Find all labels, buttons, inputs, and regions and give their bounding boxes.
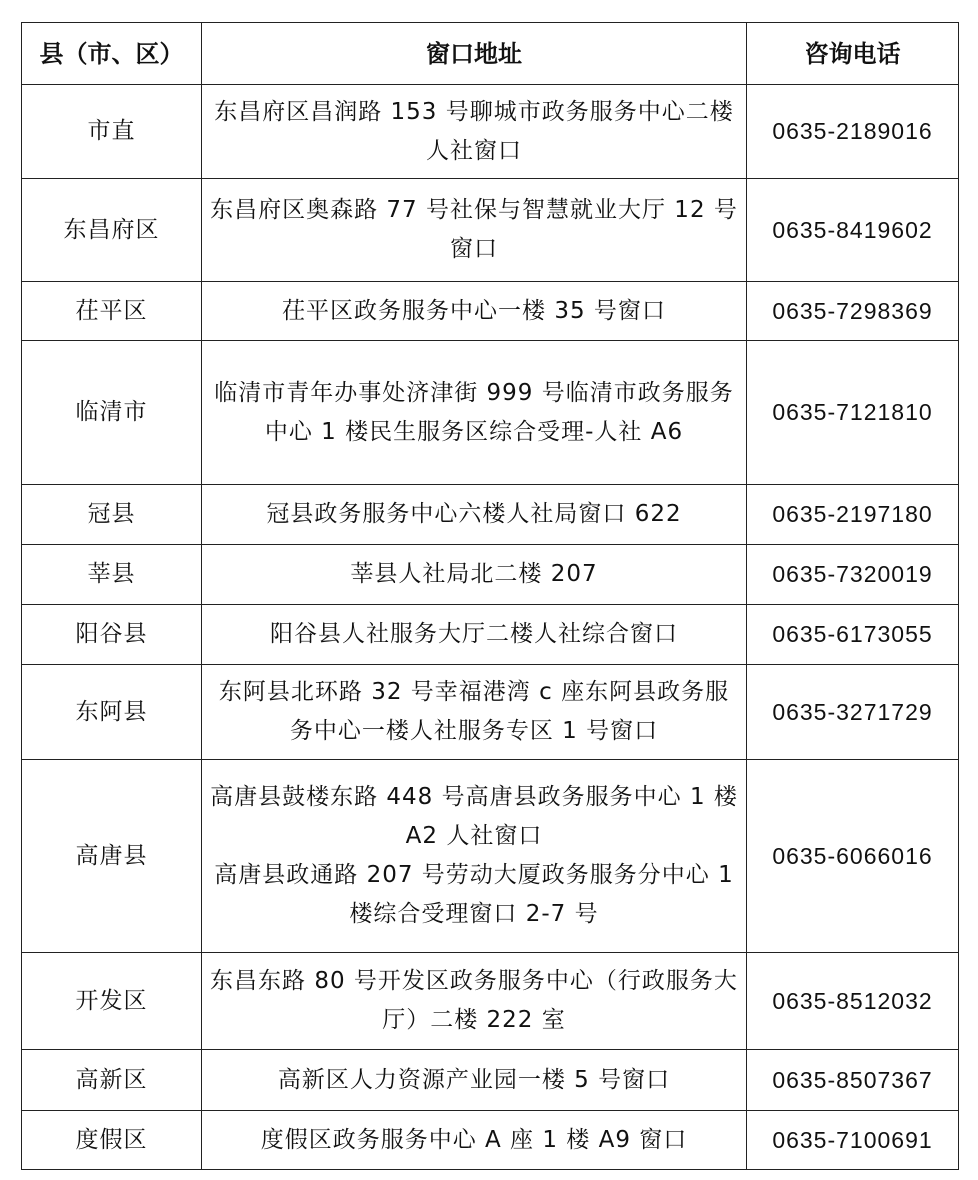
address-line: 度假区政务服务中心 A 座 1 楼 A9 窗口 <box>260 1126 688 1153</box>
address-line: 临清市青年办事处济津街 999 号临清市政务服务中心 1 楼民生服务区综合受理-人社 A6 <box>214 379 734 445</box>
county-cell: 开发区 <box>22 953 202 1050</box>
header-county: 县（市、区） <box>22 23 202 85</box>
county-cell: 东阿县 <box>22 665 202 760</box>
table-body <box>22 85 959 1170</box>
address-line: 东昌府区奥森路 77 号社保与智慧就业大厅 12 号窗口 <box>210 197 738 262</box>
address-cell <box>202 485 747 545</box>
address-cell <box>202 282 747 341</box>
table-row <box>22 282 959 341</box>
table-row <box>22 179 959 282</box>
header-phone: 咨询电话 <box>747 23 959 85</box>
county-cell: 莘县 <box>22 545 202 605</box>
phone-cell: 0635-6066016 <box>747 760 959 953</box>
table-row <box>22 1111 959 1170</box>
table-header <box>22 23 959 85</box>
county-cell: 东昌府区 <box>22 179 202 282</box>
header-address: 窗口地址 <box>202 23 747 85</box>
address-line: 东昌东路 80 号开发区政务服务中心（行政服务大厅）二楼 222 室 <box>210 968 738 1033</box>
address-line: 茌平区政务服务中心一楼 35 号窗口 <box>282 297 666 324</box>
table-row <box>22 85 959 179</box>
address-cell <box>202 179 747 282</box>
table-row <box>22 665 959 760</box>
address-line: 阳谷县人社服务大厅二楼人社综合窗口 <box>270 621 678 647</box>
county-cell: 冠县 <box>22 485 202 545</box>
phone-cell: 0635-2189016 <box>747 85 959 179</box>
address-cell <box>202 953 747 1050</box>
address-line: 高新区人力资源产业园一楼 5 号窗口 <box>277 1066 671 1093</box>
address-cell <box>202 665 747 760</box>
address-cell <box>202 85 747 179</box>
table-row <box>22 341 959 485</box>
phone-cell: 0635-7121810 <box>747 341 959 485</box>
county-cell: 高新区 <box>22 1050 202 1111</box>
address-line: 莘县人社局北二楼 207 <box>350 561 598 587</box>
phone-cell: 0635-7298369 <box>747 282 959 341</box>
table-row <box>22 605 959 665</box>
table-row <box>22 1050 959 1111</box>
table-row <box>22 760 959 953</box>
contact-table <box>21 22 959 1170</box>
county-cell: 阳谷县 <box>22 605 202 665</box>
table-row <box>22 953 959 1050</box>
county-cell: 度假区 <box>22 1111 202 1170</box>
address-line: 高唐县政通路 207 号劳动大厦政务服务分中心 1 楼综合受理窗口 2-7 号 <box>214 862 734 927</box>
address-cell <box>202 545 747 605</box>
address-line: 冠县政务服务中心六楼人社局窗口 622 <box>266 501 682 527</box>
table-row <box>22 545 959 605</box>
header-row <box>22 23 959 85</box>
phone-cell: 0635-7100691 <box>747 1111 959 1170</box>
county-cell: 市直 <box>22 85 202 179</box>
address-cell <box>202 341 747 485</box>
phone-cell: 0635-6173055 <box>747 605 959 665</box>
county-cell: 高唐县 <box>22 760 202 953</box>
phone-cell: 0635-8512032 <box>747 953 959 1050</box>
phone-cell: 0635-8507367 <box>747 1050 959 1111</box>
address-cell <box>202 1111 747 1170</box>
county-cell: 茌平区 <box>22 282 202 341</box>
address-line: 东昌府区昌润路 153 号聊城市政务服务中心二楼人社窗口 <box>214 98 734 164</box>
address-cell <box>202 760 747 953</box>
address-line: 东阿县北环路 32 号幸福港湾 c 座东阿县政务服务中心一楼人社服务专区 1 号窗口 <box>218 679 730 744</box>
county-cell: 临清市 <box>22 341 202 485</box>
address-line: 高唐县鼓楼东路 448 号高唐县政务服务中心 1 楼 A2 人社窗口 <box>210 784 738 849</box>
phone-cell: 0635-3271729 <box>747 665 959 760</box>
phone-cell: 0635-8419602 <box>747 179 959 282</box>
address-cell <box>202 1050 747 1111</box>
phone-cell: 0635-7320019 <box>747 545 959 605</box>
address-cell <box>202 605 747 665</box>
table-row <box>22 485 959 545</box>
phone-cell: 0635-2197180 <box>747 485 959 545</box>
